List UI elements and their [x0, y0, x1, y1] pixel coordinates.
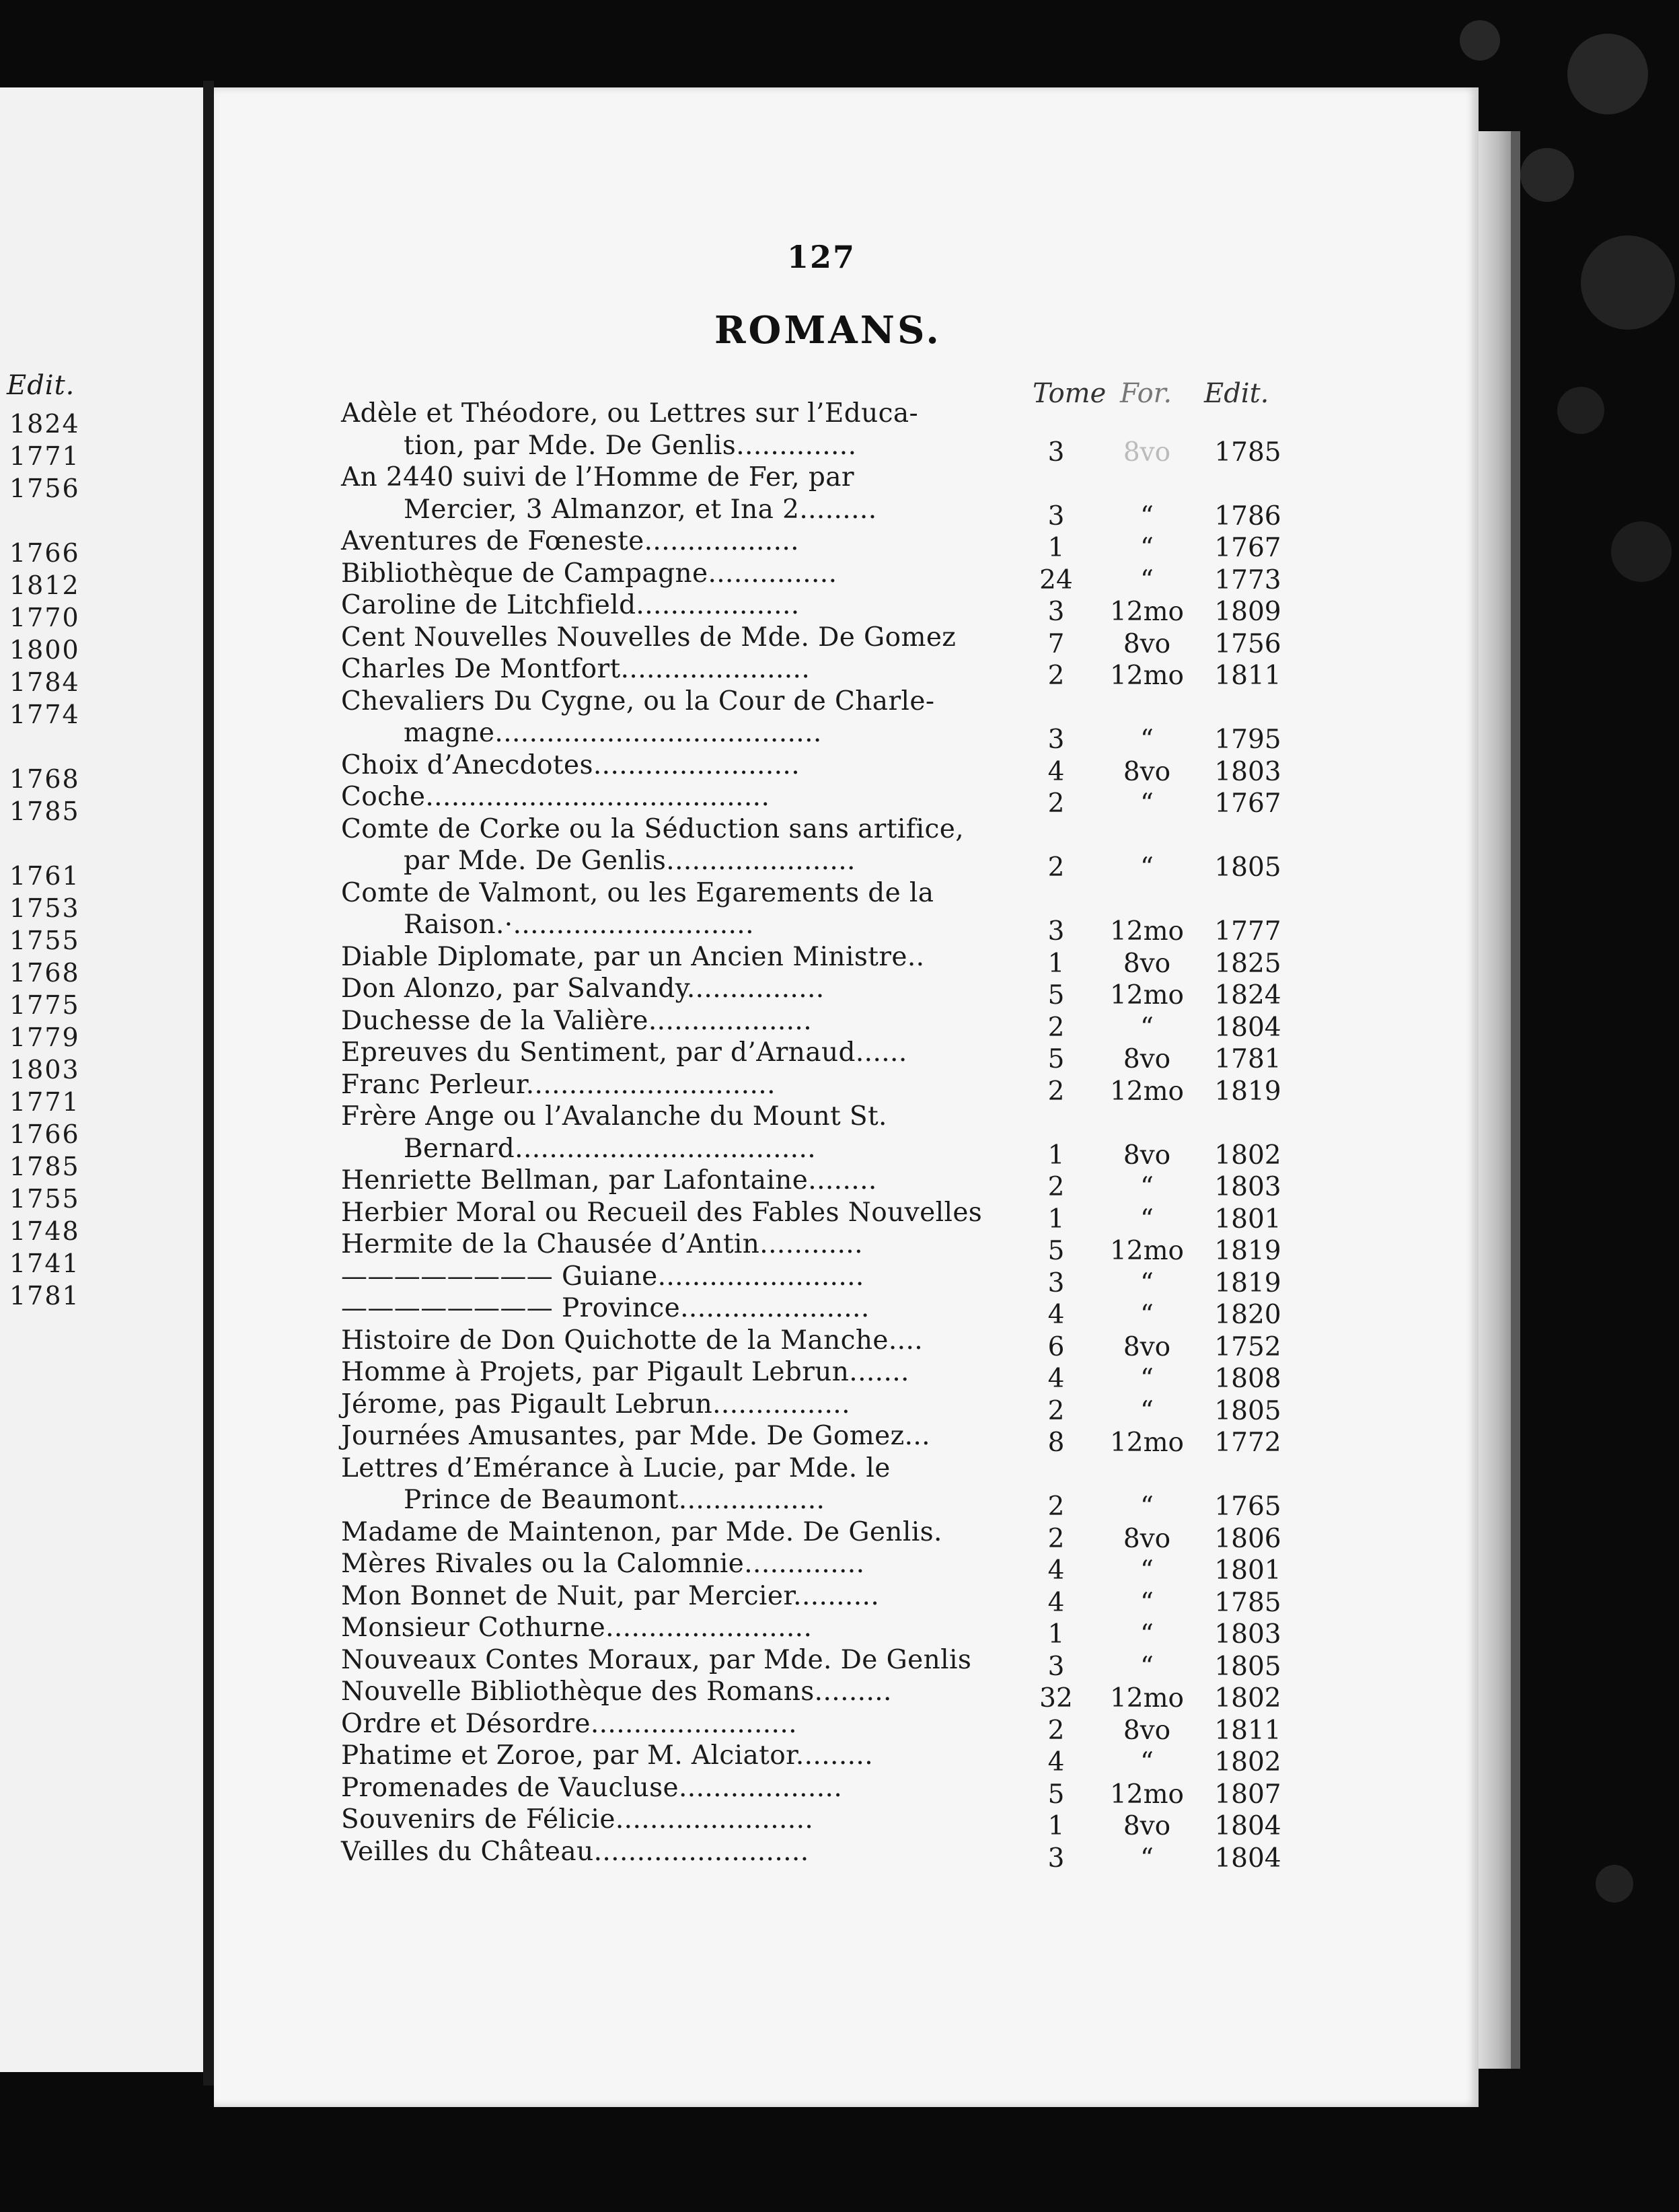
entry-edition: 1772	[1214, 1428, 1281, 1458]
entry-format: 8vo	[1123, 1140, 1171, 1171]
entry-tome: 4	[1047, 1364, 1065, 1394]
entry-edition: 1802	[1214, 1140, 1281, 1171]
entry-format: “	[1140, 564, 1154, 595]
entry-edition: 1803	[1214, 756, 1281, 787]
entry-format: 8vo	[1123, 437, 1171, 468]
entry-title: Herbier Moral ou Recueil des Fables Nouvelles	[341, 1197, 983, 1228]
entry-tome: 1	[1047, 1811, 1065, 1841]
entry-title: Ordre et Désordre........................	[341, 1708, 797, 1739]
entry-edition: 1808	[1214, 1364, 1281, 1394]
entry-title: Chevaliers Du Cygne, ou la Cour de Charle-	[341, 686, 935, 716]
entry-format: 12mo	[1109, 661, 1185, 691]
entry-format: “	[1140, 1651, 1154, 1682]
entry-title: Diable Diplomate, par un Ancien Ministre..	[341, 941, 925, 972]
entry-edition: 1804	[1214, 1811, 1281, 1841]
left-year: 1803	[9, 1055, 80, 1084]
left-year: 1766	[9, 538, 80, 568]
entry-tome: 1	[1047, 948, 1065, 979]
left-column-header: Edit.	[7, 370, 75, 401]
entry-tome: 3	[1047, 725, 1065, 755]
entry-tome: 3	[1047, 1651, 1065, 1682]
entry-edition: 1820	[1214, 1300, 1281, 1330]
entry-format: “	[1140, 725, 1154, 755]
left-year: 1755	[9, 926, 80, 955]
entry-tome: 2	[1047, 852, 1065, 883]
entry-format: 12mo	[1109, 980, 1185, 1010]
entry-tome: 3	[1047, 501, 1065, 531]
entry-title: Coche........................................	[341, 782, 770, 812]
entry-format: “	[1140, 501, 1154, 531]
entry-title: Lettres d’Emérance à Lucie, par Mde. le	[341, 1452, 891, 1483]
entry-title: Mères Rivales ou la Calomnie..............	[341, 1549, 865, 1579]
entry-title-continuation: Raison.·............................	[404, 910, 754, 940]
entry-title: Henriette Bellman, par Lafontaine........	[341, 1165, 877, 1195]
entry-format: 12mo	[1109, 1779, 1185, 1810]
entry-tome: 6	[1047, 1331, 1065, 1362]
entry-edition: 1819	[1214, 1267, 1281, 1298]
entry-tome: 3	[1047, 916, 1065, 947]
entry-title: Bibliothèque de Campagne...............	[341, 558, 837, 589]
entry-edition: 1805	[1214, 852, 1281, 883]
entry-title-continuation: Mercier, 3 Almanzor, et Ina 2.........	[404, 494, 877, 525]
entry-title: Frère Ange ou l’Avalanche du Mount St.	[341, 1101, 887, 1132]
entry-title: Duchesse de la Valière...................	[341, 1005, 813, 1036]
entry-title-continuation: par Mde. De Genlis......................	[404, 846, 856, 876]
left-year: 1770	[9, 603, 80, 632]
entry-title: Mon Bonnet de Nuit, par Mercier..........	[341, 1580, 880, 1611]
entry-title: Hermite de la Chausée d’Antin............	[341, 1229, 863, 1259]
entry-title: Veilles du Château.........................	[341, 1836, 809, 1867]
left-year: 1741	[9, 1249, 80, 1278]
entry-tome: 3	[1047, 597, 1065, 627]
entry-edition: 1777	[1214, 916, 1281, 947]
entry-title: ———————— Province......................	[341, 1293, 870, 1323]
entry-tome: 8	[1047, 1428, 1065, 1458]
left-year: 1784	[9, 667, 80, 697]
entry-tome: 4	[1047, 1587, 1065, 1618]
entry-tome: 1	[1047, 1204, 1065, 1234]
entry-format: “	[1140, 1204, 1154, 1234]
entry-title: Jérome, pas Pigault Lebrun................	[341, 1389, 850, 1420]
entry-edition: 1805	[1214, 1651, 1281, 1682]
entry-edition: 1803	[1214, 1172, 1281, 1202]
left-year: 1824	[9, 409, 80, 439]
entry-edition: 1802	[1214, 1747, 1281, 1777]
entry-tome: 5	[1047, 980, 1065, 1010]
entry-tome: 4	[1047, 1300, 1065, 1330]
entry-tome: 32	[1039, 1683, 1073, 1713]
entry-title: Caroline de Litchfield...................	[341, 590, 800, 620]
page-number: 127	[787, 239, 856, 275]
left-year: 1756	[9, 474, 80, 503]
entry-format: “	[1140, 1491, 1154, 1522]
entry-title: Adèle et Théodore, ou Lettres sur l’Educa-	[341, 398, 919, 429]
entry-format: “	[1140, 1843, 1154, 1874]
left-year: 1775	[9, 990, 80, 1020]
entry-format: “	[1140, 1747, 1154, 1777]
entry-edition: 1825	[1214, 948, 1281, 979]
entry-title: Histoire de Don Quichotte de la Manche....	[341, 1325, 924, 1356]
entry-format: “	[1140, 1587, 1154, 1618]
entry-format: 8vo	[1123, 1044, 1171, 1074]
entry-edition: 1819	[1214, 1076, 1281, 1107]
entry-edition: 1781	[1214, 1044, 1281, 1074]
entry-tome: 3	[1047, 437, 1065, 468]
entry-format: 12mo	[1109, 597, 1185, 627]
entry-edition: 1807	[1214, 1779, 1281, 1810]
entry-tome: 24	[1039, 564, 1073, 595]
entry-edition: 1801	[1214, 1555, 1281, 1586]
entry-title-continuation: Prince de Beaumont.................	[404, 1485, 825, 1515]
entry-format: 12mo	[1109, 1428, 1185, 1458]
entry-title: Homme à Projets, par Pigault Lebrun.......	[341, 1357, 909, 1387]
entry-edition: 1824	[1214, 980, 1281, 1010]
entry-tome: 1	[1047, 1619, 1065, 1650]
entry-tome: 2	[1047, 1012, 1065, 1043]
entry-title: An 2440 suivi de l’Homme de Fer, par	[341, 462, 854, 492]
entry-edition: 1767	[1214, 533, 1281, 563]
left-year: 1774	[9, 700, 80, 729]
entry-tome: 4	[1047, 1747, 1065, 1777]
entry-format: 12mo	[1109, 1236, 1185, 1266]
page-gutter	[203, 81, 214, 2086]
entry-edition: 1806	[1214, 1523, 1281, 1554]
entry-tome: 2	[1047, 1491, 1065, 1522]
entry-tome: 2	[1047, 661, 1065, 691]
section-title: ROMANS.	[714, 308, 942, 353]
entry-title-continuation: Bernard...................................	[404, 1133, 817, 1164]
entry-format: 8vo	[1123, 1331, 1171, 1362]
entry-format: “	[1140, 1619, 1154, 1650]
entry-format: 8vo	[1123, 948, 1171, 979]
entry-title: Nouvelle Bibliothèque des Romans.........	[341, 1676, 892, 1707]
column-header-edition: Edit.	[1204, 378, 1269, 409]
entry-format: “	[1140, 533, 1154, 563]
entry-tome: 7	[1047, 628, 1065, 659]
entry-edition: 1756	[1214, 628, 1281, 659]
entry-format: 12mo	[1109, 1683, 1185, 1713]
left-year: 1768	[9, 958, 80, 988]
left-year: 1771	[9, 1087, 80, 1117]
left-year: 1779	[9, 1023, 80, 1052]
left-year: 1812	[9, 570, 80, 600]
entry-edition: 1802	[1214, 1683, 1281, 1713]
entry-format: 8vo	[1123, 1523, 1171, 1554]
entry-edition: 1795	[1214, 725, 1281, 755]
entry-edition: 1809	[1214, 597, 1281, 627]
entry-format: “	[1140, 1172, 1154, 1202]
page-edge-shadow	[1511, 131, 1520, 2069]
entry-edition: 1803	[1214, 1619, 1281, 1650]
entry-format: 8vo	[1123, 756, 1171, 787]
entry-edition: 1773	[1214, 564, 1281, 595]
entry-tome: 5	[1047, 1236, 1065, 1266]
left-year: 1785	[9, 1152, 80, 1181]
entry-format: “	[1140, 1555, 1154, 1586]
entry-title: Nouveaux Contes Moraux, par Mde. De Genlis	[341, 1644, 972, 1675]
entry-format: 8vo	[1123, 1811, 1171, 1841]
entry-edition: 1801	[1214, 1204, 1281, 1234]
left-year: 1771	[9, 441, 80, 471]
entry-title: Journées Amusantes, par Mde. De Gomez...	[341, 1421, 930, 1451]
entry-title: Don Alonzo, par Salvandy................	[341, 973, 825, 1004]
entry-tome: 1	[1047, 1140, 1065, 1171]
entry-edition: 1819	[1214, 1236, 1281, 1266]
entry-title: Choix d’Anecdotes........................	[341, 749, 800, 780]
entry-title-continuation: magne......................................	[404, 718, 822, 748]
entry-edition: 1767	[1214, 788, 1281, 819]
entry-format: “	[1140, 1267, 1154, 1298]
entry-title: Aventures de Fœneste..................	[341, 526, 799, 556]
entry-format: 12mo	[1109, 1076, 1185, 1107]
entry-format: “	[1140, 1364, 1154, 1394]
left-year: 1781	[9, 1281, 80, 1311]
entry-tome: 2	[1047, 788, 1065, 819]
left-year: 1755	[9, 1184, 80, 1214]
entry-title: Comte de Corke ou la Séduction sans artifice,	[341, 813, 965, 844]
entry-edition: 1804	[1214, 1843, 1281, 1874]
column-header-tome: Tome	[1033, 378, 1107, 409]
entry-tome: 2	[1047, 1715, 1065, 1746]
entry-tome: 4	[1047, 1555, 1065, 1586]
entry-format: “	[1140, 788, 1154, 819]
entry-format: 8vo	[1123, 628, 1171, 659]
left-year: 1785	[9, 797, 80, 826]
entry-tome: 2	[1047, 1076, 1065, 1107]
entry-format: 12mo	[1109, 916, 1185, 947]
entry-edition: 1804	[1214, 1012, 1281, 1043]
entry-title: Cent Nouvelles Nouvelles de Mde. De Gomez	[341, 622, 957, 653]
entry-edition: 1805	[1214, 1395, 1281, 1426]
entry-title: Phatime et Zoroe, par M. Alciator.........	[341, 1740, 874, 1771]
entry-edition: 1811	[1214, 661, 1281, 691]
entry-title: Monsieur Cothurne........................	[341, 1613, 813, 1643]
entry-tome: 5	[1047, 1044, 1065, 1074]
entry-title: ———————— Guiane........................	[341, 1261, 864, 1292]
entry-tome: 2	[1047, 1172, 1065, 1202]
left-year: 1748	[9, 1216, 80, 1246]
entry-format: “	[1140, 1012, 1154, 1043]
left-year: 1761	[9, 861, 80, 891]
entry-title-continuation: tion, par Mde. De Genlis..............	[404, 430, 857, 461]
entry-edition: 1765	[1214, 1491, 1281, 1522]
entry-edition: 1752	[1214, 1331, 1281, 1362]
column-header-format: For.	[1120, 378, 1172, 409]
entry-edition: 1811	[1214, 1715, 1281, 1746]
entry-title: Charles De Montfort......................	[341, 654, 811, 684]
entry-format: “	[1140, 1395, 1154, 1426]
entry-tome: 2	[1047, 1523, 1065, 1554]
left-year: 1766	[9, 1119, 80, 1149]
entry-tome: 5	[1047, 1779, 1065, 1810]
left-year: 1768	[9, 764, 80, 794]
left-year: 1753	[9, 893, 80, 923]
page-edge	[1479, 131, 1511, 2069]
entry-title: Franc Perleur.............................	[341, 1069, 776, 1100]
entry-format: “	[1140, 852, 1154, 883]
entry-tome: 3	[1047, 1267, 1065, 1298]
entry-tome: 1	[1047, 533, 1065, 563]
left-page-fragment	[0, 87, 203, 2072]
entry-edition: 1785	[1214, 1587, 1281, 1618]
entry-tome: 2	[1047, 1395, 1065, 1426]
entry-title: Comte de Valmont, ou les Egarements de la	[341, 877, 934, 908]
entry-title: Souvenirs de Félicie.......................	[341, 1804, 814, 1835]
entry-tome: 3	[1047, 1843, 1065, 1874]
entry-tome: 4	[1047, 756, 1065, 787]
entry-title: Promenades de Vaucluse...................	[341, 1772, 843, 1803]
left-year: 1800	[9, 635, 80, 665]
entry-edition: 1786	[1214, 501, 1281, 531]
entry-format: “	[1140, 1300, 1154, 1330]
entry-title: Madame de Maintenon, par Mde. De Genlis.	[341, 1516, 942, 1547]
entry-title: Epreuves du Sentiment, par d’Arnaud......	[341, 1037, 907, 1068]
entry-format: 8vo	[1123, 1715, 1171, 1746]
entry-edition: 1785	[1214, 437, 1281, 468]
